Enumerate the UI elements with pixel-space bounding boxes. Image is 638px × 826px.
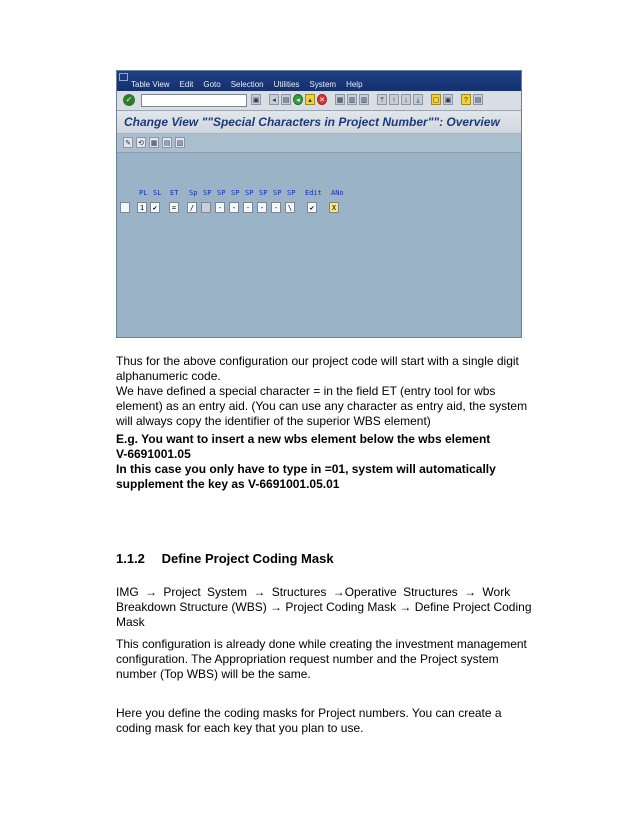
next-page-icon[interactable]: ↓ xyxy=(401,94,411,105)
col-edit: Edit xyxy=(305,189,322,197)
col-sp: Sp xyxy=(189,189,198,197)
cell-et[interactable]: = xyxy=(169,202,179,213)
cell-ano[interactable]: X xyxy=(329,202,339,213)
previous-page-icon[interactable]: ↑ xyxy=(389,94,399,105)
cell-sl-checkbox[interactable]: ✔ xyxy=(150,202,160,213)
section-heading xyxy=(116,551,334,566)
menu-goto[interactable]: Goto xyxy=(203,80,221,89)
paragraph-configuration-note xyxy=(116,637,527,682)
help-icon[interactable]: ? xyxy=(461,94,471,105)
col-sp: SP xyxy=(259,189,268,197)
text-line: This configuration is already done while creating the investment management xyxy=(116,637,527,651)
layout-menu-icon[interactable]: ▤ xyxy=(473,94,483,105)
text-line: We have defined a special character = in the field ET (entry tool for wbs xyxy=(116,384,496,398)
menu-selection[interactable]: Selection xyxy=(230,80,264,89)
text-line: element) as an entry aid. (You can use any character as entry aid, the system xyxy=(116,399,528,413)
text-line: configuration. The Appropriation request number and the Project system xyxy=(116,652,499,666)
col-sp: SP xyxy=(245,189,254,197)
text-line: number (Top WBS) will be the same. xyxy=(116,667,311,681)
system-menu-icon[interactable] xyxy=(119,73,128,81)
col-sp: SP xyxy=(203,189,212,197)
sap-title-bar xyxy=(117,111,521,134)
text-line: IMG → Project System → Structures →Operative Structures → Work xyxy=(116,585,511,599)
paragraph-img-path xyxy=(116,585,532,630)
col-sp: SP xyxy=(287,189,296,197)
row-selector-checkbox[interactable] xyxy=(120,202,130,213)
create-session-icon[interactable]: ▢ xyxy=(431,94,441,105)
cell-sp2[interactable] xyxy=(201,202,211,213)
col-ano: ANo xyxy=(331,189,344,197)
text-line: will always copy the identifier of the superior WBS element) xyxy=(116,414,431,428)
text-line: Mask xyxy=(116,615,145,629)
section-title: Define Project Coding Mask xyxy=(161,551,334,566)
cell-pl[interactable]: 1 xyxy=(137,202,147,213)
text-line: supplement the key as V-6691001.05.01 xyxy=(116,477,340,491)
text-line: alphanumeric code. xyxy=(116,369,221,383)
menu-edit[interactable]: Edit xyxy=(179,80,194,89)
text-line: V-6691001.05 xyxy=(116,447,191,461)
paragraph-config-explanation xyxy=(116,354,528,429)
sap-menubar xyxy=(117,71,521,91)
paragraph-coding-masks xyxy=(116,706,522,736)
text-line: In this case you only have to type in =01, system will automatically xyxy=(116,462,496,476)
cell-sp3[interactable]: - xyxy=(215,202,225,213)
last-page-icon[interactable]: ⤓ xyxy=(413,94,423,105)
cell-sp8[interactable]: \ xyxy=(285,202,295,213)
col-sp: SP xyxy=(273,189,282,197)
cell-sp1[interactable]: / xyxy=(187,202,197,213)
select-all-icon[interactable]: ▦ xyxy=(149,137,159,148)
cell-sp6[interactable]: - xyxy=(257,202,267,213)
text-line: coding mask for each key that you plan to use. xyxy=(116,721,364,735)
text-line: Thus for the above configuration our project code will start with a single digit xyxy=(116,354,519,368)
exit-icon[interactable]: ▤ xyxy=(281,94,291,105)
find-icon[interactable]: ▥ xyxy=(347,94,357,105)
cancel-icon[interactable]: ✕ xyxy=(317,94,327,105)
display-change-icon[interactable]: ✎ xyxy=(123,137,133,148)
menu-help[interactable]: Help xyxy=(346,80,363,89)
menu-utilities[interactable]: Utilities xyxy=(273,80,300,89)
print-icon[interactable]: ▦ xyxy=(335,94,345,105)
text-line: Here you define the coding masks for Project numbers. You can create a xyxy=(116,706,502,720)
first-page-icon[interactable]: ⤒ xyxy=(377,94,387,105)
sap-application-toolbar xyxy=(117,134,521,153)
find-next-icon[interactable]: ▥ xyxy=(359,94,369,105)
save-icon[interactable]: ▣ xyxy=(251,94,261,105)
menu-system[interactable]: System xyxy=(309,80,337,89)
table-row xyxy=(117,202,521,214)
enter-check-icon[interactable]: ✓ xyxy=(123,94,135,106)
section-number: 1.1.2 xyxy=(116,551,145,566)
text-line: E.g. You want to insert a new wbs element below the wbs element xyxy=(116,432,491,446)
select-block-icon[interactable]: ▤ xyxy=(162,137,172,148)
col-sp: SP xyxy=(231,189,240,197)
paragraph-example xyxy=(116,432,522,492)
exit-yellow-icon[interactable]: ▴ xyxy=(305,94,315,105)
cell-edit-checkbox[interactable]: ✔ xyxy=(307,202,317,213)
sap-screenshot xyxy=(116,70,522,338)
col-sp: SP xyxy=(217,189,226,197)
other-view-icon[interactable]: ⟲ xyxy=(136,137,146,148)
cell-sp5[interactable]: - xyxy=(243,202,253,213)
back-arrow-icon[interactable]: ◂ xyxy=(269,94,279,105)
cell-sp7[interactable]: - xyxy=(271,202,281,213)
menu-table-view[interactable]: Table View xyxy=(131,80,170,89)
shortcut-icon[interactable]: ▣ xyxy=(443,94,453,105)
back-icon[interactable]: ◂ xyxy=(293,94,303,105)
col-sl: SL xyxy=(153,189,162,197)
col-et: ET xyxy=(170,189,179,197)
col-pl: PL xyxy=(139,189,148,197)
cell-sp4[interactable]: - xyxy=(229,202,239,213)
deselect-all-icon[interactable]: ▧ xyxy=(175,137,185,148)
sap-screen-title: Change View ""Special Characters in Project Number"": Overview xyxy=(124,115,500,129)
text-line: Breakdown Structure (WBS) → Project Coding Mask → Define Project Coding xyxy=(116,600,532,614)
sap-standard-toolbar xyxy=(117,91,521,111)
command-field[interactable] xyxy=(141,94,247,107)
